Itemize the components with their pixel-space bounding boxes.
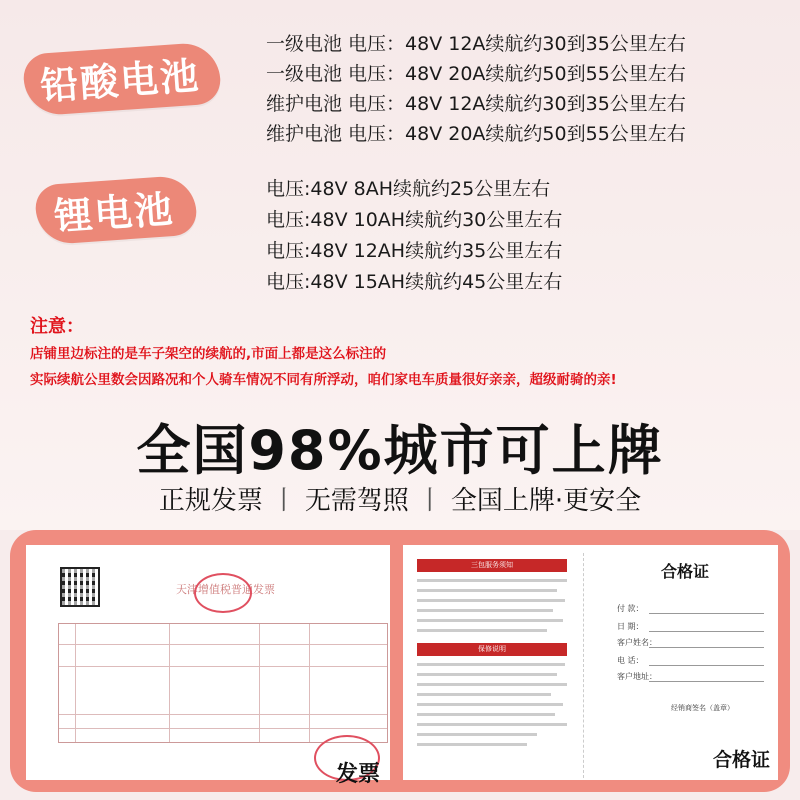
subline-separator: 丨 (270, 486, 297, 516)
invoice-table-rule (169, 624, 170, 742)
certificate-field-label: 日 期： (617, 622, 644, 631)
certificate-text-line (417, 663, 565, 666)
note-line: 实际续航公里数会因路况和个人骑车情况不同有所浮动，咱们家电车质量很好亲亲，超级耐骑的亲! (30, 372, 617, 388)
lithium-spec: 电压:48V 12AH续航约35公里左右 (266, 240, 563, 262)
subline (0, 480, 800, 517)
certificate-text-line (417, 589, 557, 592)
subline-item: 无需驾照 (304, 486, 409, 516)
certificate-text-line (417, 733, 537, 736)
certificate-field-line (649, 631, 764, 632)
certificate-left-header: 三包服务须知 (417, 559, 567, 572)
subline-item: 全国上牌·更安全 (450, 486, 642, 516)
certificate-bottom-label: 合格证 (712, 749, 770, 771)
certificate-field-label: 客户地址： (617, 672, 657, 681)
certificate-field-label: 电 话： (617, 656, 644, 665)
certificate-image (403, 545, 778, 780)
invoice-table-rule (259, 624, 260, 742)
certificate-field-label: 付 款： (617, 604, 644, 613)
invoice-table-rule (309, 624, 310, 742)
certificate-left-header: 保修说明 (417, 643, 567, 656)
invoice-table-rule (75, 624, 76, 742)
certificate-text-line (417, 723, 567, 726)
invoice-header: 天津增值税普通发票 (176, 583, 275, 596)
lithium-spec: 电压:48V 10AH续航约30公里左右 (266, 209, 563, 231)
note-title: 注意： (30, 316, 84, 337)
invoice-table-rule (59, 644, 387, 645)
certificate-field-line (649, 647, 764, 648)
certificate-text-line (417, 693, 551, 696)
headline: 全国98%城市可上牌 (136, 419, 664, 482)
subline-item: 正规发票 (158, 486, 263, 516)
invoice-stamp-label: 发票 (336, 762, 381, 787)
lead-acid-spec: 维护电池 电压：48V 20A续航约50到55公里左右 (266, 123, 686, 145)
lead-acid-spec: 一级电池 电压：48V 12A续航约30到35公里左右 (266, 33, 686, 55)
invoice-table-rule (59, 714, 387, 715)
invoice-table-rule (59, 666, 387, 667)
certificate-text-line (417, 743, 527, 746)
invoice-table-rule (59, 728, 387, 729)
certificate-text-line (417, 629, 547, 632)
certificate-text-line (417, 673, 557, 676)
lithium-spec: 电压:48V 8AH续航约25公里左右 (266, 178, 551, 200)
certificate-sign: 经销商签名（盖章） (671, 704, 734, 712)
certificate-text-line (417, 579, 567, 582)
certificate-field-line (649, 681, 764, 682)
qr-code-overlay (62, 569, 98, 605)
certificate-field-line (649, 665, 764, 666)
certificate-text-line (417, 619, 563, 622)
certificate-text-line (417, 713, 555, 716)
certificate-text-line (417, 609, 553, 612)
certificate-field-label: 客户姓名： (617, 638, 657, 647)
lithium-label: 锂电池 (52, 186, 176, 240)
note-line: 店铺里边标注的是车子架空的续航的,市面上都是这么标注的 (30, 346, 387, 362)
certificate-field-line (649, 613, 764, 614)
certificate-text-line (417, 683, 567, 686)
certificate-text-line (417, 599, 565, 602)
lithium-spec: 电压:48V 15AH续航约45公里左右 (266, 271, 563, 293)
invoice-table (58, 623, 388, 743)
certificate-text-line (417, 703, 563, 706)
lead-acid-spec: 一级电池 电压：48V 20A续航约50到55公里左右 (266, 63, 686, 85)
certificate-title: 合格证 (661, 562, 710, 581)
invoice-seal-top (194, 573, 252, 613)
lead-acid-spec: 维护电池 电压：48V 12A续航约30到35公里左右 (266, 93, 686, 115)
invoice-image (26, 545, 390, 787)
subline-separator: 丨 (416, 486, 443, 516)
lead-acid-label: 铅酸电池 (38, 53, 202, 109)
